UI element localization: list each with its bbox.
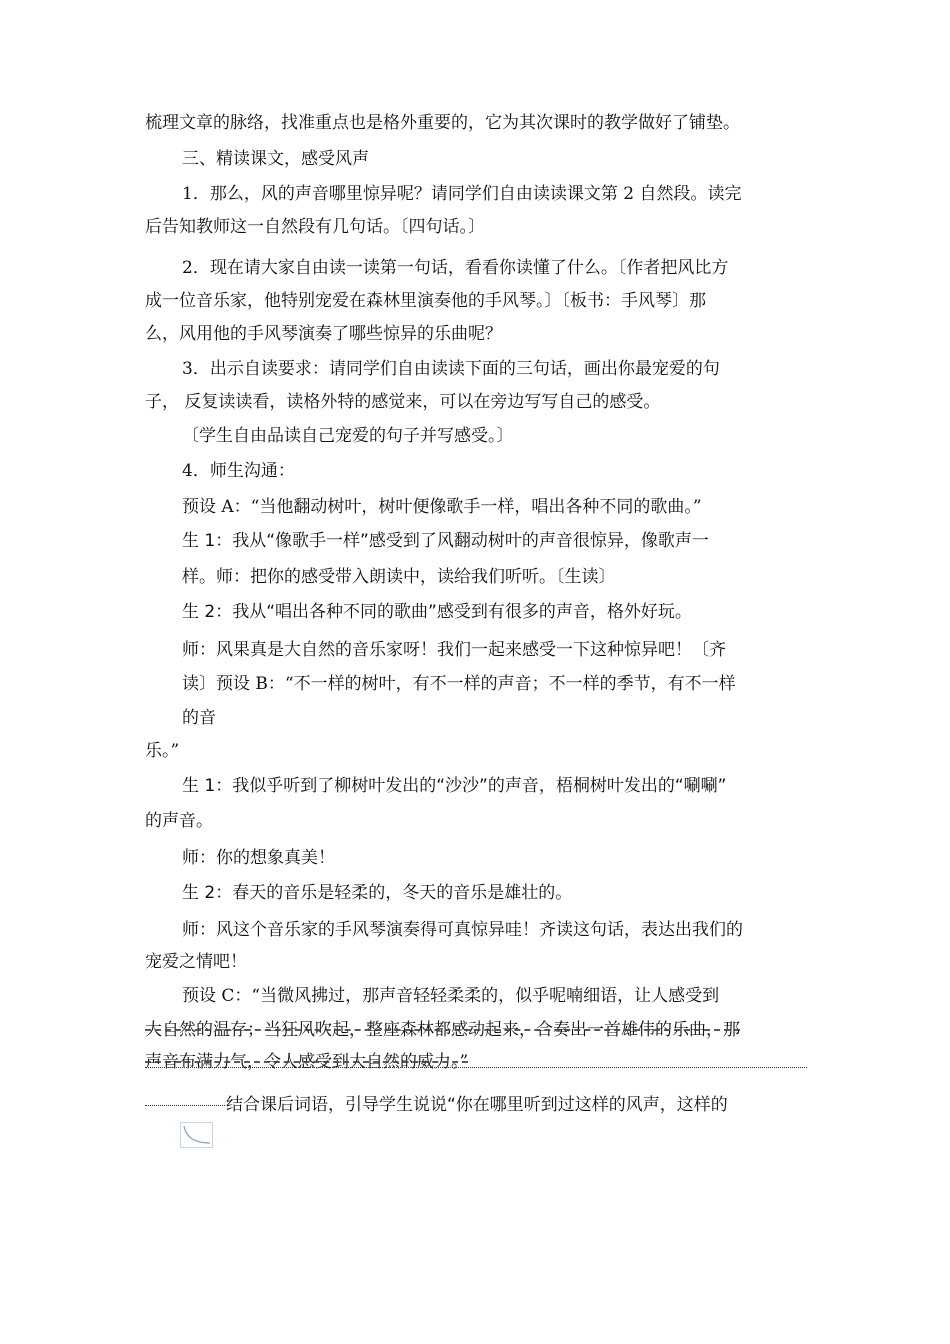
text-line: 3．出示自读要求：请同学们自由读读下面的三句话，画出你最宠爱的句 <box>182 359 720 379</box>
text-line: 师：你的想象真美！ <box>182 848 335 868</box>
text-line: 后告知教师这一自然段有几句话。〔四句话。〕 <box>145 217 485 237</box>
text-line: 样。师：把你的感受带入朗读中，读给我们听听。〔生读〕 <box>182 567 616 587</box>
text-line-struck: 大自然的温存；当狂风吹起，整座森林都感动起来，合奏出一首雄伟的乐曲，那 <box>145 1020 740 1040</box>
text-line: 宠爱之情吧！ <box>145 952 247 972</box>
text-line: 读〕预设 B：“不一样的树叶，有不一样的声音；不一样的季节，有不一样 <box>182 674 736 694</box>
text-line: 梳理文章的脉络，找准重点也是格外重要的，它为其次课时的教学做好了铺垫。 <box>145 113 740 133</box>
text-line: 〔学生自由品读自己宠爱的句子并写感受。〕 <box>182 426 514 446</box>
text-line: 预设 C：“当微风拂过，那声音轻轻柔柔的，似乎呢喃细语，让人感受到 <box>182 986 720 1006</box>
text-line: 乐。” <box>145 741 180 761</box>
text-line-struck: 声音布满力气，令人感受到大自然的威力。” <box>145 1052 469 1072</box>
text-line: 的音 <box>182 708 216 728</box>
text-line: 结合课后词语，引导学生说说“你在哪里听到过这样的风声，这样的 <box>226 1095 728 1115</box>
text-line: 预设 A：“当他翻动树叶，树叶便像歌手一样，唱出各种不同的歌曲。” <box>182 497 702 517</box>
text-line: 生 1：我从“像歌手一样”感受到了风翻动树叶的声音很惊异，像歌声一 <box>182 531 709 551</box>
text-line: 2．现在请大家自由读一读第一句话，看看你读懂了什么。〔作者把风比方 <box>182 258 729 278</box>
text-line: 的声音。 <box>145 811 213 831</box>
text-line: 子， 反复读读看，读格外特的感觉来，可以在旁边写写自己的感受。 <box>145 392 661 412</box>
text-line: 么，风用他的手风琴演奏了哪些惊异的乐曲呢？ <box>145 324 502 344</box>
section-heading: 三、精读课文，感受风声 <box>182 149 369 169</box>
text-line: 生 1：我似乎听到了柳树叶发出的“沙沙”的声音，梧桐树叶发出的“唰唰” <box>182 776 727 796</box>
text-line: 师：风这个音乐家的手风琴演奏得可真惊异哇！齐读这句话，表达出我们的 <box>182 920 743 940</box>
text-line: 成一位音乐家，他特别宠爱在森林里演奏他的手风琴。〕〔板书：手风琴〕那 <box>145 291 706 311</box>
embedded-image-icon <box>180 1122 213 1148</box>
text-line: 师：风果真是大自然的音乐家呀！我们一起来感受一下这种惊异吧！〔齐 <box>182 640 726 660</box>
dotted-rule <box>145 1105 225 1106</box>
text-line: 1．那么，风的声音哪里惊异呢？请同学们自由读读课文第 2 自然段。读完 <box>182 184 742 204</box>
dotted-rule <box>145 1067 807 1068</box>
text-line: 生 2：我从“唱出各种不同的歌曲”感受到有很多的声音，格外好玩。 <box>182 602 692 622</box>
text-line: 生 2：春天的音乐是轻柔的，冬天的音乐是雄壮的。 <box>182 883 573 903</box>
text-line: 4．师生沟通： <box>182 461 295 481</box>
